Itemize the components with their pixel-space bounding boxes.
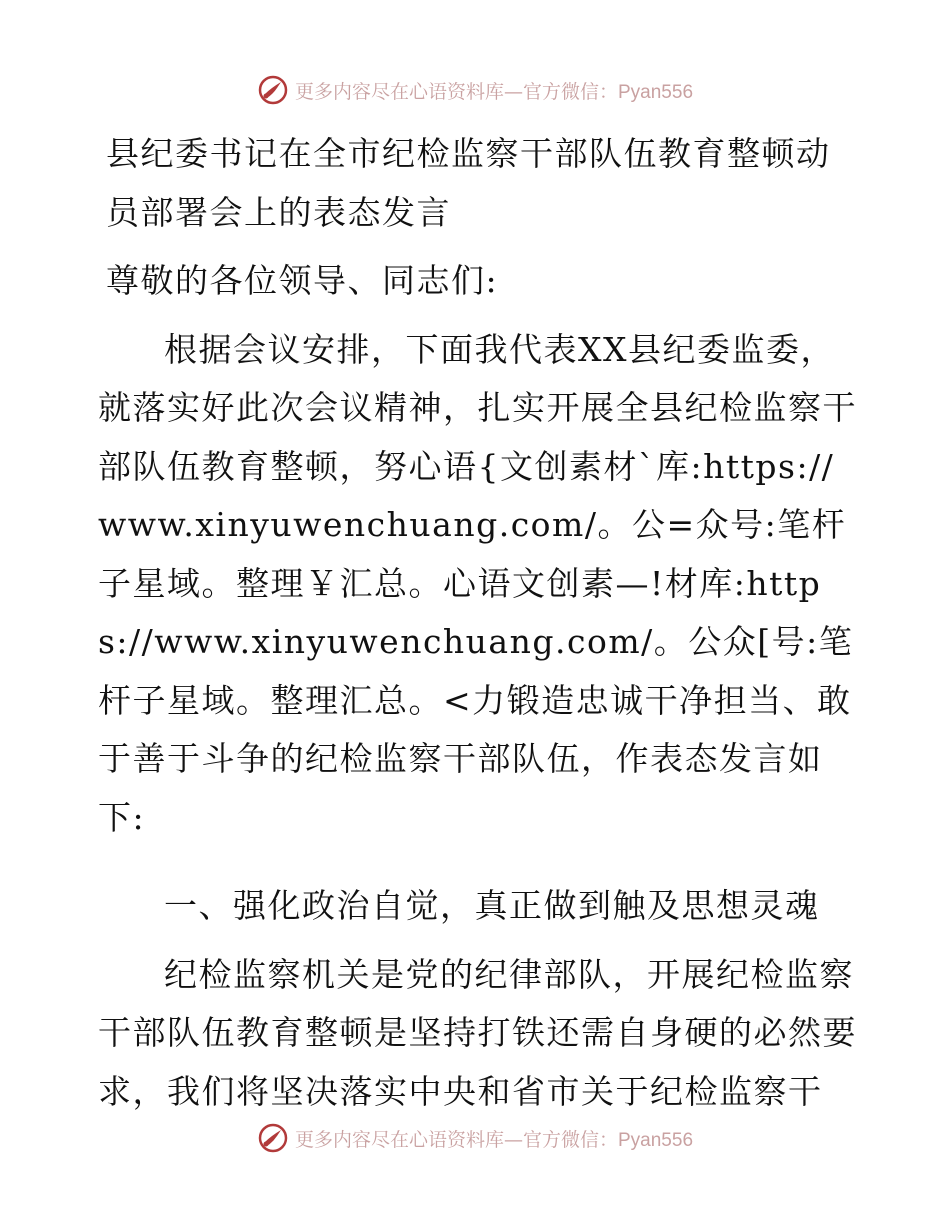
- brush-logo-icon: [257, 1122, 289, 1154]
- salutation: 尊敬的各位领导、同志们:: [106, 261, 499, 300]
- brush-logo-icon: [257, 74, 289, 106]
- document-body: [98, 125, 858, 1121]
- section-heading-1: 一、强化政治自觉，真正做到触及思想灵魂: [164, 886, 820, 925]
- header-banner-text: 更多内容尽在心语资料库—官方微信：Pyan556: [294, 80, 694, 103]
- section-1-paragraph: 纪检监察机关是党的纪律部队，开展纪检监察干部队伍教育整顿是坚持打铁还需自身硬的必然要求，我们将坚决落实中央和省市关于纪检监察干: [98, 954, 857, 1111]
- document-title: 县纪委书记在全市纪检监察干部队伍教育整顿动员部署会上的表态发言: [106, 134, 831, 232]
- footer-banner-text: 更多内容尽在心语资料库—官方微信：Pyan556: [294, 1128, 694, 1151]
- footer-watermark-banner: [0, 1118, 950, 1158]
- header-watermark-banner: [0, 70, 950, 110]
- intro-paragraph: 根据会议安排，下面我代表XX县纪委监委，就落实好此次会议精神，扎实开展全县纪检监察干部队伍教育整顿，努心语{文创素材`库:https://www.xinyuwenchuang.com/。公=众号:笔杆子星域。整理￥汇总。心语文创素—!材库:https://www.xinyuwenchuang.com/。公众[号:笔杆子星域。整理汇总。<力锻造忠诚干净担当、敢于善于斗争的纪检监察干部队伍，作表态发言如下:: [98, 329, 857, 837]
